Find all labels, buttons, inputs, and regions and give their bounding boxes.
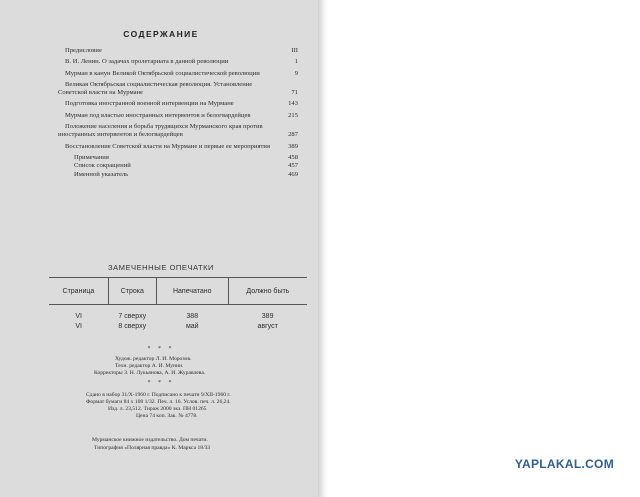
- errata-header: Должно быть: [228, 278, 307, 305]
- errata-cell: VI: [75, 322, 82, 330]
- imprint-line: Цена 74 коп. Зак. № 4778.: [136, 413, 198, 419]
- errata-header: Страница: [49, 278, 108, 305]
- section-separator: * * *: [147, 346, 175, 352]
- credit-line: Техн. редактор А. И. Мунин.: [115, 363, 184, 369]
- toc-entry-text: Мурман под властью иностранных интервентов и белогвардейцев: [65, 111, 251, 119]
- section-separator: * * *: [147, 380, 175, 386]
- toc-entry-text: Положение населения и борьба трудящихся Мурманского края против иностранных интервентов и белогвардейцев: [58, 123, 263, 139]
- toc-entry: [74, 171, 298, 179]
- toc-entry: [74, 162, 298, 170]
- toc-entry: [58, 143, 298, 151]
- toc-entry-page: 458: [288, 153, 298, 161]
- toc-entry: [58, 123, 298, 140]
- toc-entry-page: 71: [291, 89, 298, 97]
- errata-header-row: [49, 278, 307, 305]
- toc-entry-page: 457: [288, 162, 298, 170]
- toc-entry: [58, 58, 298, 66]
- credit-line: Корректоры З. Н. Лукьянова, А. И. Журавлева.: [94, 370, 206, 376]
- site-watermark: YAPLAKAL.COM: [514, 457, 614, 471]
- errata-cell: 7 сверху: [118, 312, 147, 320]
- toc-entry-page: III: [291, 47, 298, 54]
- publisher-line: Типография «Полярная правда» К. Маркса 18/33: [94, 445, 211, 451]
- toc-entry-page: 469: [288, 170, 298, 178]
- toc-entry-text: Предисловие: [65, 47, 102, 54]
- toc-entry: [58, 47, 298, 55]
- imprint-line: Формат бумаги 84 x 108 1/32. Печ. л. 16. Услов. печ. л. 26,24.: [86, 399, 231, 405]
- toc-entry-text: Восстановление Советской власти на Мурмане и первые ее мероприятия: [65, 142, 270, 150]
- errata-header: Строка: [108, 278, 156, 305]
- imprint-line: Сдано в набор 31/X-1960 г. Подписано к печати 9/XII-1960 г.: [86, 392, 231, 398]
- errata-cell: VI: [75, 312, 82, 320]
- toc-entry-page: 389: [288, 142, 298, 150]
- toc-entry-text: В. И. Ленин. О задачах пролетариата в данной революции: [65, 58, 229, 66]
- table-of-contents: [58, 47, 298, 179]
- toc-entry-page: 1: [294, 58, 298, 66]
- toc-entry: [58, 100, 298, 108]
- errata-cell: 389: [261, 312, 274, 320]
- toc-entry: [58, 81, 298, 98]
- errata-header: Напечатано: [156, 278, 228, 305]
- toc-title: СОДЕРЖАНИЕ: [123, 29, 199, 39]
- credit-line: Худож. редактор Л. И. Морозов.: [115, 356, 192, 362]
- toc-entry-text: Список сокращений: [74, 162, 131, 170]
- toc-entry-text: Подготовка иностранной военной интервенции на Мурмане: [65, 100, 234, 108]
- errata-cell: август: [257, 322, 278, 330]
- errata-cell: май: [185, 322, 199, 330]
- errata-cell: 8 сверху: [118, 322, 147, 330]
- errata-cell: 388: [186, 312, 199, 320]
- toc-entry: [58, 70, 298, 78]
- errata-table: [49, 277, 307, 331]
- toc-entry: [74, 154, 298, 162]
- toc-entry: [58, 112, 298, 120]
- toc-entry-text: Великая Октябрьская социалистическая революция. Установление Советской власти на Мурмане: [58, 80, 253, 97]
- toc-entry-text: Примечания: [74, 153, 109, 161]
- imprint-line: Изд. л. 23,512. Тираж 2000 экз. ПН 01265: [108, 406, 207, 412]
- publisher-line: Мурманское книжное издательство. Дом печати.: [92, 437, 208, 443]
- toc-entry-page: 287: [288, 131, 298, 139]
- toc-entry-text: Именной указатель: [74, 170, 129, 178]
- table-row: [49, 321, 307, 331]
- toc-entry-page: 143: [288, 100, 298, 108]
- toc-entry-page: 9: [294, 69, 298, 77]
- toc-entry-page: 215: [288, 111, 298, 119]
- book-spine: [318, 0, 328, 497]
- errata-title: ЗАМЕЧЕННЫЕ ОПЕЧАТКИ: [107, 263, 215, 272]
- table-row: [49, 305, 307, 322]
- toc-entry-text: Мурман в канун Великой Октябрьской социалистической революции: [65, 69, 260, 77]
